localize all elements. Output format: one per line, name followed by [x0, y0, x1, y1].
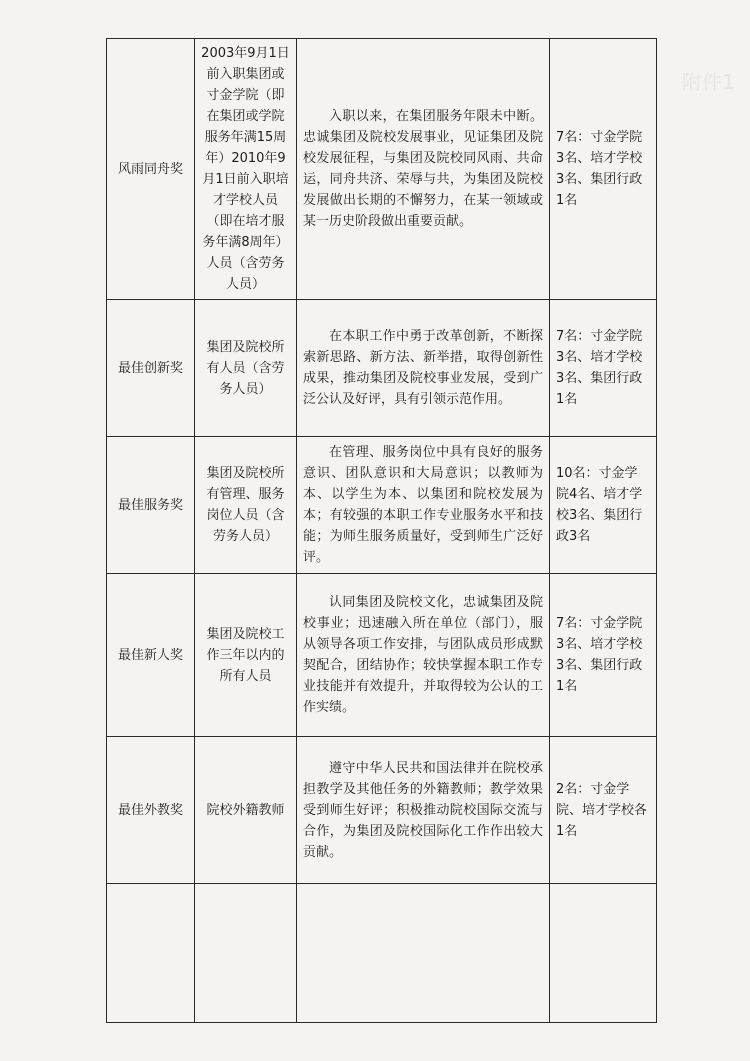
award-quota — [550, 884, 657, 1023]
table-row — [107, 437, 657, 574]
eligibility-scope: 2003年9月1日前入职集团或寸金学院（即在集团或学院服务年满15周年）2010年9月1日前入职培才学校人员（即在培才服务年满8周年）人员（含劳务人员） — [195, 39, 297, 300]
award-quota: 7名：寸金学院3名、培才学校3名、集团行政1名 — [550, 300, 657, 437]
table-row — [107, 39, 657, 300]
award-name — [107, 884, 195, 1023]
award-quota: 7名：寸金学院3名、培才学校3名、集团行政1名 — [550, 574, 657, 737]
award-name: 最佳新人奖 — [107, 574, 195, 737]
table-row — [107, 884, 657, 1023]
award-criteria: 认同集团及院校文化，忠诚集团及院校事业；迅速融入所在单位（部门），服从领导各项工作安排，与团队成员形成默契配合，团结协作；较快掌握本职工作专业技能并有效提升，并取得较为公认的工作实绩。 — [297, 574, 550, 737]
awards-table — [106, 38, 657, 1023]
eligibility-scope: 集团及院校所有管理、服务岗位人员（含劳务人员） — [195, 437, 297, 574]
bleed-through-text: 附件1 — [682, 70, 735, 94]
award-quota: 2名：寸金学院、培才学校各1名 — [550, 737, 657, 884]
award-criteria: 遵守中华人民共和国法律并在院校承担教学及其他任务的外籍教师；教学效果受到师生好评；积极推动院校国际交流与合作，为集团及院校国际化工作作出较大贡献。 — [297, 737, 550, 884]
award-quota: 7名：寸金学院3名、培才学校3名、集团行政1名 — [550, 39, 657, 300]
award-name: 风雨同舟奖 — [107, 39, 195, 300]
eligibility-scope: 院校外籍教师 — [195, 737, 297, 884]
award-name: 最佳创新奖 — [107, 300, 195, 437]
table-row — [107, 737, 657, 884]
award-quota: 10名：寸金学院4名、培才学校3名、集团行政3名 — [550, 437, 657, 574]
award-name: 最佳服务奖 — [107, 437, 195, 574]
award-name: 最佳外教奖 — [107, 737, 195, 884]
eligibility-scope: 集团及院校工作三年以内的所有人员 — [195, 574, 297, 737]
table-row — [107, 574, 657, 737]
table-row — [107, 300, 657, 437]
award-criteria: 在本职工作中勇于改革创新，不断探索新思路、新方法、新举措，取得创新性成果，推动集团及院校事业发展，受到广泛公认及好评，具有引领示范作用。 — [297, 300, 550, 437]
award-criteria: 在管理、服务岗位中具有良好的服务意识、团队意识和大局意识；以教师为本、以学生为本、以集团和院校发展为本；有较强的本职工作专业服务水平和技能；为师生服务质量好，受到师生广泛好评。 — [297, 437, 550, 574]
eligibility-scope: 集团及院校所有人员（含劳务人员） — [195, 300, 297, 437]
award-criteria: 入职以来，在集团服务年限未中断。忠诚集团及院校发展事业，见证集团及院校发展征程，与集团及院校同风雨、共命运，同舟共济、荣辱与共，为集团及院校发展做出长期的不懈努力，在某一领域或某一历史阶段做出重要贡献。 — [297, 39, 550, 300]
eligibility-scope — [195, 884, 297, 1023]
award-criteria — [297, 884, 550, 1023]
